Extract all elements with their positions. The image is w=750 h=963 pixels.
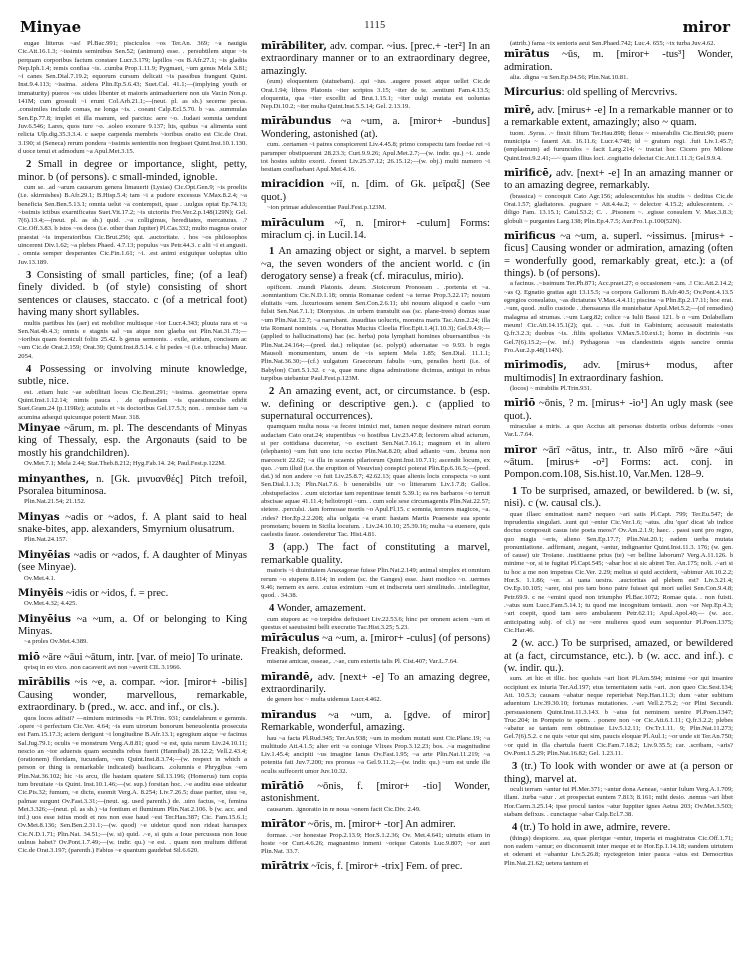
citation-text: alia. .digna ~u Sen.Ep.94.56; Plin.Nat.10.81.: [510, 74, 629, 82]
definition-text: ~ārī ~ātus, intr., tr. Also mīrō ~āre ~āui ~ātum. [mirus+ -o²] Forms: act. conj. in Pompon.com.108, Sis.hist.10, Var.Men. 128–9.: [504, 444, 733, 481]
citation-text: quos locos adiisti? —nimium mirimodis ~is Pl.Trin. 931; candelabrum e gemmis. .opere ~i perfectum Cic.Ver. 4.64; ~is eum uirorum bonorum beneuolentia prosecuta est Fam.15.17.3; aciem derigunt ~i longitudine B.Afr.13.1; egregium atque ~e facinus Sal.Jug.79.1; oculis ~e monstrum Verg.A.8.81; quod ~e est, quia rarum Liv.24.10.11; nescio an ~ior aduersis quam secundis rebus fuerit (Hannibal) 28.12.2; Vell.2.43.4; (orationem) floridam, iucundam, ~em Quint.Inst.8.3.74;—(w. respect in which a person or thing is remarkable indicated) basilicam. .columnis e Phrygibus ~em Plin.Nat.36.102; hic ~is arcu, ille hastam quatere Sil.13.196; (Homerus) tum copia tum breuitate ~is Quint. Inst.10.1.46;—(w. sup.) forsitan hoc. .~e auditu esse uideatur Cic.Pis.32; fumum, ~e dictu, euomit Verg.A. 8.254; Liv.7.26.5; duae pariter, uisu ~e, palmae surgunt Ov.Fast.3.31;—(neut. sg. used parenth.) de. .uiro factus, ~e, femina Met.3.326;—(neut. pl. as sb.) ~ia fontium et fluminum Plin.Nat.2.106. b (w. acc. and inf.) uos esse istius modi et nos non esse haud ~est Ter.Hau.387; Cic. Fam.15.6.1; Ov.Met.8.136; Sen.Ben.2.31.1;—(w. quod) ~e uidetur quod non rideat haruspex Cic.N.D.1.71; Plin.Nat. 34.51;—(w. si) quid. .~e, si quis a Ioue percussus non Ioue uulnus habet? Ov.Pont.1.7.49;—(w. indir. qu.) ~e est. . quam non multum differat Cic.de Orat.3.197; (parenth.) Fabius ~e quantum gaudebat Sil.6.620.: [18, 714, 247, 855]
dictionary-entry: [18, 473, 247, 507]
dictionary-entry: [504, 104, 733, 163]
sense-text: Small in degree or importance, slight, petty, minor. b (of persons). c small-minded, ignoble.: [18, 159, 247, 183]
entry-definition: [504, 104, 733, 130]
citation-text: sum. .et hic et illic. hoc quoluis ~ari licet Pl.Am.594; minime ~or qui insanire occipiunt ex iniuria Ter.Ad.197; eius temeritatem satis ~ari. .non queo Cic.Sest.134; Att. 10.5.3; causam ~abatur neque reperiebat Nep.Han.11.3; dum ~atur subitum aduentum Liv.39.30.10; fortunas mutationes. .~ari Vell.2.75.2; ~or Plini Secundi. .persuasionem Quint.Inst.11.3.143. b ~atus fui neminem uenire Pl.Poen.1347; Truc.204; in Pompeio te spem. . ponere non ~or Cic.Att.6.1.11; Q.fr.3.2.2; plebes ~abatur se tantam rem obtinuisse Liv.5.12.11; Ov.Tr.1.11. 9; Plin.Nat.11.273; Gel.7(6).5.2. c ne quis ~etur qui sim, paucis eloquar Pl.Aul.1; ~or unde sit Ter.An.750; ~or quid in illa chartula fuerit Cic.Fam.7.18.2; Liv.9.35.5; car. .scribam, ~aris? Ov.Pont.1.5.29; Plin.Nat.16.82; Gel. 1.23.11.: [504, 675, 733, 757]
citation-text: causarum. .ignoratio in re noua ~onem facit Cic.Div. 2.49.: [267, 805, 421, 813]
sense-definition: [18, 159, 247, 184]
dictionary-entry: [261, 632, 490, 666]
dictionary-entry: [18, 676, 247, 855]
sense-number: 3: [269, 542, 284, 554]
entry-definition: [261, 178, 490, 204]
entry-definition: [18, 651, 247, 664]
dictionary-entry: [18, 422, 247, 469]
right-guide-word: miror: [682, 18, 730, 36]
headword: mīrātiō: [261, 780, 304, 792]
headword: mīrātrix: [261, 860, 309, 873]
dictionary-entry: [261, 115, 490, 174]
headword: mīrificē,: [504, 166, 553, 179]
definition-text: n. [Gk. μινυανθές] Pitch trefoil, Psoralea bituminosa.: [18, 473, 247, 497]
sense-number: 3: [26, 269, 37, 281]
definition-text: ~is ~e, a. compar. ~ior. [miror+ -bilis] Causing wonder, marvellous, remarkable, extraordinary. b (pred., w. acc. and inf., or cls.).: [18, 677, 247, 714]
sense-number: 4: [512, 822, 520, 834]
citation-text: Ov.Met.4.32; 4.425.: [24, 600, 78, 608]
citation-text: multis partibus his (aer) est mobilior multisque ~ior Lucr.4.343; pluuia rara et ~a Sen.Nat.4b.4.3; omnis e stagnis sal ~us atque non glaeba est Plin.Nat.31.73;— ~ioribus quam foeniculi foliis 25.42. b genus sermonis. . exile, aridum, concisum ac ~um Cic.de Orat.2.159; Orat.39; Quint.Inst.8.5.14. c hi pedes ~i (i.e. tribrachs) Maur. 2054.: [18, 319, 247, 360]
definition-text: adv. compar. ~ius. [prec.+ -ter²] In an extraordinary manner or to an extraordinary degree, amazingly.: [261, 41, 490, 77]
dictionary-entry: [504, 230, 733, 355]
definition-text: ~a ~um, a. Of or belonging to King Minyas.: [18, 613, 247, 637]
dictionary-entry: [504, 444, 733, 482]
headword: mīrāculus: [261, 632, 320, 645]
headword: mīrātor: [261, 818, 306, 831]
entry-definition: [18, 613, 247, 639]
dictionary-entry: [261, 217, 490, 243]
dictionary-entry: [18, 651, 247, 673]
definition-text: ~a ~um, a. [gdve. of miror] Remarkable, wonderful, amazing.: [261, 709, 490, 734]
headword: mīror: [504, 443, 537, 456]
sense-definition: [18, 270, 247, 320]
entry-definition: [18, 676, 247, 714]
citation-text: de genere hoc ~ multa uidemus Lucr.4.462.: [267, 696, 382, 704]
citation-text: Ov.Met.4.1.: [24, 574, 56, 582]
entry-definition: [261, 860, 490, 873]
citation-text: cum. .certamen ~i patres conspicerent Liv.4.45.8; primo conspectu tam foedae rei ~i parumper obstipuerunt 28.23.3; Curt.9.9.26; Apul.Met.2.7;—(w. indir. qu.) ~i. .unde tot hostes subito exorti. .forent Liv.25.37.12; 26.15.12;—(w. obj.) multi numero ~i bestiam confluebant Apul.Met.4.16.: [261, 141, 490, 174]
headword: Minyēius: [18, 612, 72, 625]
dictionary-entry: [261, 40, 490, 111]
column-3: [504, 40, 733, 955]
sense-text: An amazing object or sight, a marvel. b septem ~a, the seven wonders of the ancient world. c (in derogatory sense) a freak (cf. miraculus, mirio).: [261, 246, 490, 283]
definition-text: ~ōris, m. [miror+ -tor] An admirer.: [305, 819, 456, 831]
citation-text: ~ion primae adulescentiae Paul.Fest.p.123M.: [267, 204, 387, 212]
headword: mīrāculum: [261, 216, 325, 229]
sense-definition: [261, 603, 490, 615]
dictionary-entry: [261, 818, 490, 856]
headword: mīrandus: [261, 708, 317, 721]
left-guide-word: Minyae: [20, 18, 82, 36]
citation-text: est. .etiam huic ~ae subtilitati locus Cic.Brut.291; ~issima. .geometriae opera Quint.Inst.1.12.14; nimis pauca . .de quibusdam ~is quaestiunculis edidit Suet.Gram.24 (p.119Re); acutulis et ~is doctoribus Gel.17.5.3; non. . remisse tam ~a acumina adsequi quicunque poterit Maur. 318.: [18, 388, 247, 421]
headword: Minyas: [18, 510, 60, 523]
entry-definition: [18, 511, 247, 537]
entry-definition: [261, 780, 490, 806]
sense-number: 2: [269, 386, 279, 398]
dictionary-entry: [504, 86, 733, 99]
citation-text: a facinus. .~issimum Ter.Ph.871; Acc.praet.27; o occasionem ~am. .! Cic.Att.2.14.2; ~as Q. Egnatio gratias agit 13.15.5; ~a corpora Gallorum B.Afr.40.5; Ov.Pont.4.13.5 egregios consulatus, ~as dictaturas V.Max.4.4.11; piscina ~a Plin.Ep.2.17.11; hoc erat. .~um, quod. .nullo custode . .thensaurus ille muniebatur Apul.Met.5.2;—(of remedies) malagma ad strumas. .~um Larg.82; colice ~a Iulii Bassi 121. b o ~um Dolabellam meum! Cic.Att.14.15.1(2); qui. . ~us. .fuit in Gabinium; accusauit maiestatis Q.fr.3.2.3; duobus ~is. .filiis spoliatus V.Max.5.10.ext.1; homo in doctrinis ~us Gel.7(6).15.2;—(w. inf.) Pythagoras ~us clandestinis signis sancire omnia Fro.Aur.2.p.48(114N).: [504, 280, 733, 354]
sense-number: 1: [269, 246, 279, 258]
citation-text: (locos) ~ mirabilis Pl.Trin.931.: [510, 384, 592, 392]
headword: mīrābilis: [18, 676, 71, 689]
citation-text: maioris ~i diuinitatem Anaxagorae fuisse Plin.Nat.2.149; animal simplex et omnium rerum ~o stupens 8.114; in eodem (sc. the Ganges) esse. .haut modico ~o. .uermes 9.46; nemem ex aere. .cuius eximium ~um et indiscreta ueri similitudo. .intellegitur, quod. . 34.38.: [261, 567, 490, 600]
sense-text: Possessing or involving minute knowledge, subtle, nice.: [18, 364, 247, 388]
entry-definition: [504, 359, 733, 385]
citation-text: miserae amicae, osseae,. .~ae, cum extertis talis Pl. Cist.407; Var.L.7.64.: [267, 658, 458, 666]
citation-text: opificem. .mundi Platonis. .deum. .Stoicorum Pronoeam . .portenta et ~a. .somniantium Cic.N.D.1.18; omnia Romanae cedent ~a terrae Prop.3.22.17; nouum eluitatis ~um. .luxuriosum senem Sen.Con.2.6.11; ubi nouum aliquod e caelo ~um fulsit Sen.Nat.7.1.1; Dionysius. .in urbem transtulit eas (sc. plane-trees) domus suae ~um Plin.Nat.12.7; ~a narrabant. .inauditas uolucris, monstra maris Tac.Ann.2.24; illa tria Romani nominis. .~a, Horatius Mucius Cloelia Flor.Epit.1.4(1.10.3); Gel.9.4.9;— (applied to hallucinations) hac (sc. herba) pota lymphati homines obuersantibus ~is Plin.Nat.24.164;—(pred. dat.) reliquiae (sc. polypi) adseruatae ~o 9.93. b regis Mausoli monumentum, unum de ~is septem Mela 1.85; Sen.Dial. 11.1.1; Plin.Nat.36.30;—(cf.) uulgatum Graecorum fabulis ~um, pensiles horti (i.e. of Babylon) Curt.5.1.32. c ~a, quae nunc digna admiratione dicimus, antiqui in rebus turpibus utebantur Paul.Fest.p.123M.: [261, 283, 490, 382]
dictionary-entry: [261, 709, 490, 776]
definition-text: ~ōnis, f. [miror+ -tio] Wonder, astonishment.: [261, 781, 490, 805]
definition-text: adv. [mirus+ -e] In a remarkable manner or to a remarkable extent, amazingly; also ~ quam.: [504, 104, 733, 129]
dictionary-entry: [18, 511, 247, 545]
citation-text: cum stupore ac ~o torpidos defixisset Liv.22.53.6; hinc per omnem aciem ~um et questus et saeuissimi belli execratio Tac.Hist.3.25; 5.23.: [261, 615, 490, 632]
definition-text: ~ūs, m. [miror+ -tus³] Wonder, admiration.: [504, 49, 733, 73]
sense-definition: [261, 246, 490, 283]
headword: minyanthes,: [18, 472, 90, 485]
entry-definition: [261, 217, 490, 243]
sense-text: Consisting of small particles, fine; (of a leaf) finely divided. b (of style) consisting of short sentences or clauses, staccato. c (of a metrical foot) having many short syllables.: [18, 269, 247, 319]
citation-text: formae. .~or honestae Prop.2.13.9; Hor.S.1.2.36; Ov. Met.4.641; uirtutis etiam in hoste ~or Curt.4.6.26; magnanimo inmeni ~orique Catonis Luc.9.807; ~or auri Plin.Nat. 33.7.: [261, 831, 490, 856]
sense-definition: [18, 364, 247, 389]
definition-text: adv. [next+ -e] In an amazing manner or to an amazing degree, remarkably.: [504, 167, 733, 192]
headword: miracidion: [261, 178, 325, 191]
definition-text: ~ārum, m. pl. The descendants of Minyas king of Thessaly, esp. the Argonauts (said to be mostly his grandchildren).: [18, 423, 247, 459]
headword: Minyēis: [18, 586, 64, 599]
entry-definition: [18, 587, 247, 600]
sense-definition: [261, 386, 490, 423]
citation-text: Plin.Nat.24.157.: [24, 536, 68, 544]
citation-text: (brassica) ~ concoquit Cato Agr.156; adulescentulus his studiis ~ deditus Cic.de Orat.1.57; gladiatores. .pugnare ~ Att.4.4a.2; ~ delector 4.15.2; adulescentem. .~ diligo Fam. 13.15.1; Catul.53.2; C. . .Pisonem ~. .egisse consulem V. Max.3.8.3; globuli ~ purgantes Larg.138; Plin.Ep.4.7.5; Aur.Fro.1.p.100(52N).: [504, 192, 733, 225]
definition-text: ~ī, n. [miror+ -culum] Forms: miraclum cj. in Lucil.14.: [261, 217, 490, 241]
entry-definition: [504, 167, 733, 193]
headword: mīrandē,: [261, 670, 314, 683]
citation-text: hau ~a facta Pl.Rud.345; Ter.An.938; ~um in modum mutati sunt Cic.Planc.19; ~a multitudo Att.4.1.5; alter erit ~a coniuge Vlixes Prop.3.12.23; bos. .~a magnitudine Liv.1.45.4; ancipiti ~us imagine Ianus Ov.Fast.1.95; ~a arte Plin.Nat.11.219; ~a potentia fati Juv.7.200; res prorsus ~a Gel.9.11.2;—(w. indir. qu.) ~um est unde ille oculis suffecerit umor Juv.10.32.: [261, 734, 490, 775]
citation-text: (things) despicere. .ea, quae plerique ~entur, imperia et magistratus Cic.Off.1.71; non eadem ~amur; eo disconuenit inter meque et te Hor.Ep.1.14.18; eandem uirtutem et oderant et ~abantur Liv.5.26.8; nyctegreton inter pauca ~atus est Democritus Plin.Nat.21.62; uetera tantum et: [504, 834, 733, 867]
citation-text: ~a proles Ov.Met.4.389.: [24, 638, 88, 646]
sense-definition: [261, 542, 490, 567]
dictionary-entry: [18, 549, 247, 583]
entry-definition: [18, 422, 247, 460]
dictionary-entry: [18, 587, 247, 609]
definition-text: ~a ~um, a. [miror+ -bundus] Wondering, astonished (at).: [261, 116, 490, 140]
citation-text: (eum) eloquentem (statuebam). .qui ~ius. .augere posset atque uellet Cic.de Orat.1.94; libros Platonis ~iter scriptos 3.15; ~iter de te. .sentiunt Fam.4.13.5; eloquentia, qua ~iter excellit ad Brut.1.15.1; ~iter uulgi mutata est uoluntas Nep.Di.10.2; ~iter multa Quint.Inst.5.5.14; Gel. 2.13.19.: [261, 78, 490, 111]
headword: miō: [18, 650, 40, 663]
citation-text: Ov.Met.7.1; Mela 2.44; Stat.Theb.8.212; Hyg.Fab.14. 24; Paul.Fest.p.122M.: [24, 460, 226, 468]
entry-definition: [18, 473, 247, 499]
citation-text: oculi terram ~antur tui Pl.Mer.371; ~antur dona Aeneae, ~antur Iulum Verg.A.1.709; illam. .turba ~atur . .et prospectat euntem 7.813; 8.161; mihi desio. .nemus ~ari libet Hor.Carm.3.25.14; ipse procul tantos ~atur Iuppiter ignes Aetna 203; Ov.Met.3.503; stabam defixus. . cunctaque ~abar Calp.Ecl.7.38.: [504, 786, 733, 818]
page-number: 1115: [364, 20, 386, 31]
citation-text: tuom. .Syrus. .~ finxit filium Ter.Hau.898; fletus ~ miserabilis Cic.Brut.90; puero municipia ~ fauent Att. 16.11.6; Lucr.4.748; id ~ gratum regi. .fuit Liv.1.45.7; (emplastrum) ad furunculos ~ facit Larg.214; ~ tractat hoc Cicero pro Milone Quint.Inst.9.2.41;—~ quam illius loci. .cogitatio delectat Cic.Att.1.11.3; Gel.9.9.4.: [504, 129, 733, 162]
headword: mīrābiliter,: [261, 40, 328, 52]
entry-definition: [261, 818, 490, 831]
entry-definition: [504, 444, 733, 482]
definition-text: ~a ~um, a. [miror+ -culus] (of persons) Freakish, deformed.: [261, 633, 490, 657]
sense-definition: [504, 638, 733, 675]
entry-definition: [261, 632, 490, 658]
sense-number: 4: [269, 603, 277, 615]
entry-definition: [261, 671, 490, 697]
sense-number: 2: [512, 638, 521, 650]
column-1: [18, 40, 247, 955]
entry-definition: [504, 86, 733, 99]
dictionary-entry: [504, 397, 733, 439]
definition-text: adv. [next+ -e] To an amazing degree, extraordinarily.: [261, 671, 490, 695]
dictionary-entry: [261, 178, 490, 212]
headword: mīrimodīs,: [504, 359, 567, 372]
sense-number: 2: [26, 159, 38, 171]
entry-definition: [18, 549, 247, 575]
entry-definition: [261, 40, 490, 78]
page-header: [12, 18, 738, 40]
sense-text: (app.) The fact of constituting a marvel, remarkable quality.: [261, 542, 490, 566]
headword: mīrificus: [504, 229, 556, 242]
sense-number: 4: [26, 364, 40, 376]
dictionary-entry: [504, 48, 733, 82]
sense-definition: [504, 486, 733, 511]
dictionary-entry: [504, 167, 733, 226]
entry-definition: [504, 230, 733, 281]
sense-definition: [504, 822, 733, 834]
citation-text: eugae litterus ~as! Pl.Bac.991; pisciculos ~os Ter.An. 369; ~a nauigia Cic.Att.16.1.3; ~issimis seminibus Sen.52; (animum) esse. . persubtilem atque ~is perquam corporibus factum constare Lucr.3.179; lapillos ~os B.Afr.27.1; ~is gladiis Nep.Iph.1.4; remis confisa ~is. .cumba Prop.1.11.9; Pygmaei, ~um genus Mela 3.81; ~i canes Sen.Dial.7.19.2; equorum cursum delicati ~is passibus frangunt Quint. Inst.9.4.113; ~issima. .sidera Plin.Ep.5.6.43; Suet.Cal. 41.1;—(implying youth or immaturity) pueros ~os uides libenter et maioris animaduertere non uis Var.in Non.p. 141M; cum grossuli ~i erunt Col.Arb.21.1;—(neut. pl. as sb.) secerne pecus. .consimiles include comas, ne longa ~is. . coeant Calp.Ecl.5.70. b ~as. .summulas Sen.Ep.77.8; implet et illa manum, sed parcius: aere ~o. .Iudaei somnia uendunt Juv.6.546; Lares, quos ture ~o. .soleo exorare 9.137; his, quibus ~a alimenta sunt relicta Ulp.dig.35.3.3.4. c saepe carpenda membris ~ioribus oratio est Cic.de Orat. 3.190; si (Seneca) rerum pondera ~issimis sententiis non fregisset Quint.Inst.10.1.130. d uoce tenui et admodum ~a Apul.Met.3.15.: [18, 40, 247, 155]
sense-text: (tr.) To hold in awe, admire, revere.: [519, 822, 671, 834]
definition-text: ~adis or ~ados, f. A plant said to heal snake-bites, app. alexanders, Smyrnium olusatrum.: [18, 511, 247, 536]
definition-text: ~īcis, f. [miror+ -trix] Fem. of prec.: [308, 861, 463, 873]
dictionary-entry: [261, 780, 490, 814]
dictionary-entry: [261, 860, 490, 873]
definition-text: : old spelling of Mercvrivs.: [561, 87, 678, 99]
text-columns: [18, 40, 734, 955]
sense-text: Wonder, amazement.: [276, 603, 366, 615]
headword: mīrē,: [504, 103, 535, 116]
headword: Minyae: [18, 422, 61, 435]
headword: Mircurius: [504, 86, 562, 99]
sense-text: (w. acc.) To be surprised, amazed, or bewildered at (a fact, circumstance, etc.). b (w. acc. and inf.). c (w. indir. qu.).: [504, 638, 733, 674]
definition-text: ~āre ~āui ~ātum, intr. [var. of meio] To urinate.: [39, 651, 243, 663]
headword: mīrābundus: [261, 115, 332, 128]
sense-number: 3: [512, 761, 522, 773]
dictionary-entry: [18, 613, 247, 647]
dictionary-entry: [261, 671, 490, 705]
column-2: [261, 40, 490, 955]
entry-definition: [504, 48, 733, 74]
sense-definition: [504, 761, 733, 786]
entry-definition: [504, 397, 733, 423]
headword: Minyēias: [18, 548, 71, 561]
headword: mīriō: [504, 397, 536, 410]
definition-text: ~adis or ~ados, f. A daughter of Minyas (see Minyae).: [18, 549, 247, 574]
definition-text: ~ōnis, ? m. [mirus+ -io¹] An ugly mask (see quot.).: [504, 398, 733, 422]
sense-text: (tr.) To look with wonder or awe at (a person or thing), marvel at.: [504, 761, 733, 785]
citation-text: miraculae a miris. .a quo Accius ait personas distortis oribus deformis ~ones Var.L.7.64.: [504, 423, 733, 439]
dictionary-entry: [504, 359, 733, 393]
citation-text: qvisq in eo vico. .non cacaverit avt non ~averit CIL 3.1966.: [24, 664, 182, 672]
citation-text: Plin.Nat.21.54; 21.152.: [24, 498, 86, 506]
citation-text: quae illaec eminatiost nam? nequeo ~ari satis Pl.Capt. 799; Ter.Eu.547; de inprudentia singulari. .sunt qui ~entur Cic.Ver.1.6; ~atus. .diu 'quo' dicat 'ab indice doctus composuit casus iste poeta meos?' Ov.Am.2.1.9; haec. . passi sunt pro regno, quo magis ~eris, alieno Sen.Ep.17.7; Plin.Nat.20.1; eadem uerba mutata pronuntiatione. .adfirmant, .negant, ~antur, indignantur Quint.Inst.11.3. 176; (w. gen. of cause) uir Troiane. .iustitiaene prius (te) ~er belline laborum? Verg.A.11.126. b minime ~or, si te fugitat Pl.Capt.545; ~abar hoc si sic abiret Ter. An.175; noli. .~ari si tu hoc a me non impetras Cic.Ver. 2.29; melius si quid acciderit, ~abimur Att.10.2.2; Hor.S. 1.1.86; ~or. .si uana uestra. .auctoritas ad plebem est? Liv.3.21.4; Ov.Ep.10.105; ~arer, nisi pro tam bono patre fuisset qui mori uellet Sen.Con.9.4.8; Petr.69.9. c ne ~emini quod non triumpho Pl.Bac.1072; Romae quia. . non fuisti. .~atus sum Lucc.Fam.5.14.1; tu quod me incognitum tentasti. .non ~or Nep.Ep.4.3; ~ari coepit, quod tam sero ambularem Petr.62.11; Apul.Apol.40;— (w. acc. anticipating subj. of cl.) ne ~ere mulieres quod eum sequontur Pl.Poen.1375; Cic.Har.46.: [504, 510, 733, 634]
sense-text: To be surprised, amazed, or bewildered. b (w. si, nisi). c (w. causal cls.).: [504, 485, 733, 510]
definition-text: ~idis or ~idos, f. = prec.: [63, 587, 169, 599]
definition-text: adv. [mirus+ modus, after multimodis] In extraordinary fashion.: [504, 360, 733, 384]
sense-text: An amazing event, act, or circumstance. b (esp. w. defining or descriptive gen.). c (applied to supernatural occurrences).: [261, 386, 490, 422]
definition-text: ~a ~um, a. superl. ~issimus. [mirus+ -ficus] Causing wonder or admiration, amazing (often = wonderfully good, remarkably great, etc.): a (of things). b (of persons).: [504, 230, 733, 280]
entry-definition: [261, 709, 490, 735]
sense-number: 1: [512, 485, 521, 497]
definition-text: ~iī, n. [dim. of Gk. μεῖραξ] (See quot.): [261, 179, 490, 203]
citation-text: cum se. .ad ~arum causarum genera limauerit (Lysias) Cic.Opt.Gen.9; ~is proeliis (i.e. skirmishes) B.Afr.29.1; B.Hisp.5.4; tam ~i a pudore excessus V.Max.8.2.4; ~a beneficia Sen.Ben.5.13.1; omnia uelut ~a contempsit, quae . .uulgus optat Ep.74.13; ~issimis ictibus exarnificatus Suet.Vit.17.2; ~is uictoriis Fro.Ver.2.p.148(129N); Gel. 7(6).13.4;—(neut. pl. as sb.) quid. .~a colligimus, hereditates, mercaturas. .? Cic.Off.3.83. b istos ~os deos (i.e. other than Jupiter) Pl.Cas.332; multo magnus orator praestat ~is imperatoribus Cic.Brut.256; qui. .auctoritate. . hos ~os philosophos uincerent Div.1.62; ~a plebes Phaed. 4.7.13; populus ~us Petr.44.3. c alii ~i et angusti. . omnia semper desperantes Cic.Fin.1.61; ~i. .est animi exiguique uoluptas ultio Juv.13.189.: [18, 183, 247, 266]
citation-text: (attrib.) fama ~ix senioris aeui Sen.Phaed.742; Luc.4. 655; ~ix turba Juv.4.62.: [510, 40, 716, 47]
headword: mīrātus: [504, 48, 550, 61]
entry-definition: [261, 115, 490, 141]
citation-text: quamquam multa noua ~a fecere inimici mei, tamen neque desinere mirari eorum audaciam Cato orat.24; stupentibus ~o hostibus Liv.23.47.8; lectorem aliud acturum, si per cottidiana duceretur, ~o excitant Sen.Nat.7.16.1; magnum et in altero (elephanto) ~um fuit uno ictu occiso Plin.Nat.8.20; aliud adianto ~um. .bruma non marcescit 22.62; ~a illa in scaenis pilariorum Quint.Inst.10.7.11; ascendit locum, ex quo. .~um illud (i.e. the eruption of Vesuvius) conspici poterat Plin.Ep.6.16.5;—(pred. dat.) id non andere ~o fuit Liv.25.8.7; 42.62.13; quae alienis locis conspecta ~o sunt Sen.Dial.1.1.3; Plin.Nat.7.6. b uenerabilis uir ~o litterarum Liv.1.7.8; Gallos. .obstupefactos . .cum uictoriae tam repentinae tenuit 5.39.1; ea res barbaros ~o terruit abscisae aquae 41.11.4; heliotropii ~um. . cum sole sese circumagentis Plin.Nat.22.57; stetere. .perculsi. .tam formosae mortis ~o Apul.Fl.15. c somnia, terrores magicos, ~a. .rides? Hor.Ep.2.2.208; alia uolgata ~a erant: hastam Martis Praeneste sua sponte promotam; bouem in Sicilia locutum. . Liv.24.10.10; 25.39.16; multa ~a euenere, quis caelestis fauor. .ostenderetur Tac. Hist.4.81.: [261, 423, 490, 539]
